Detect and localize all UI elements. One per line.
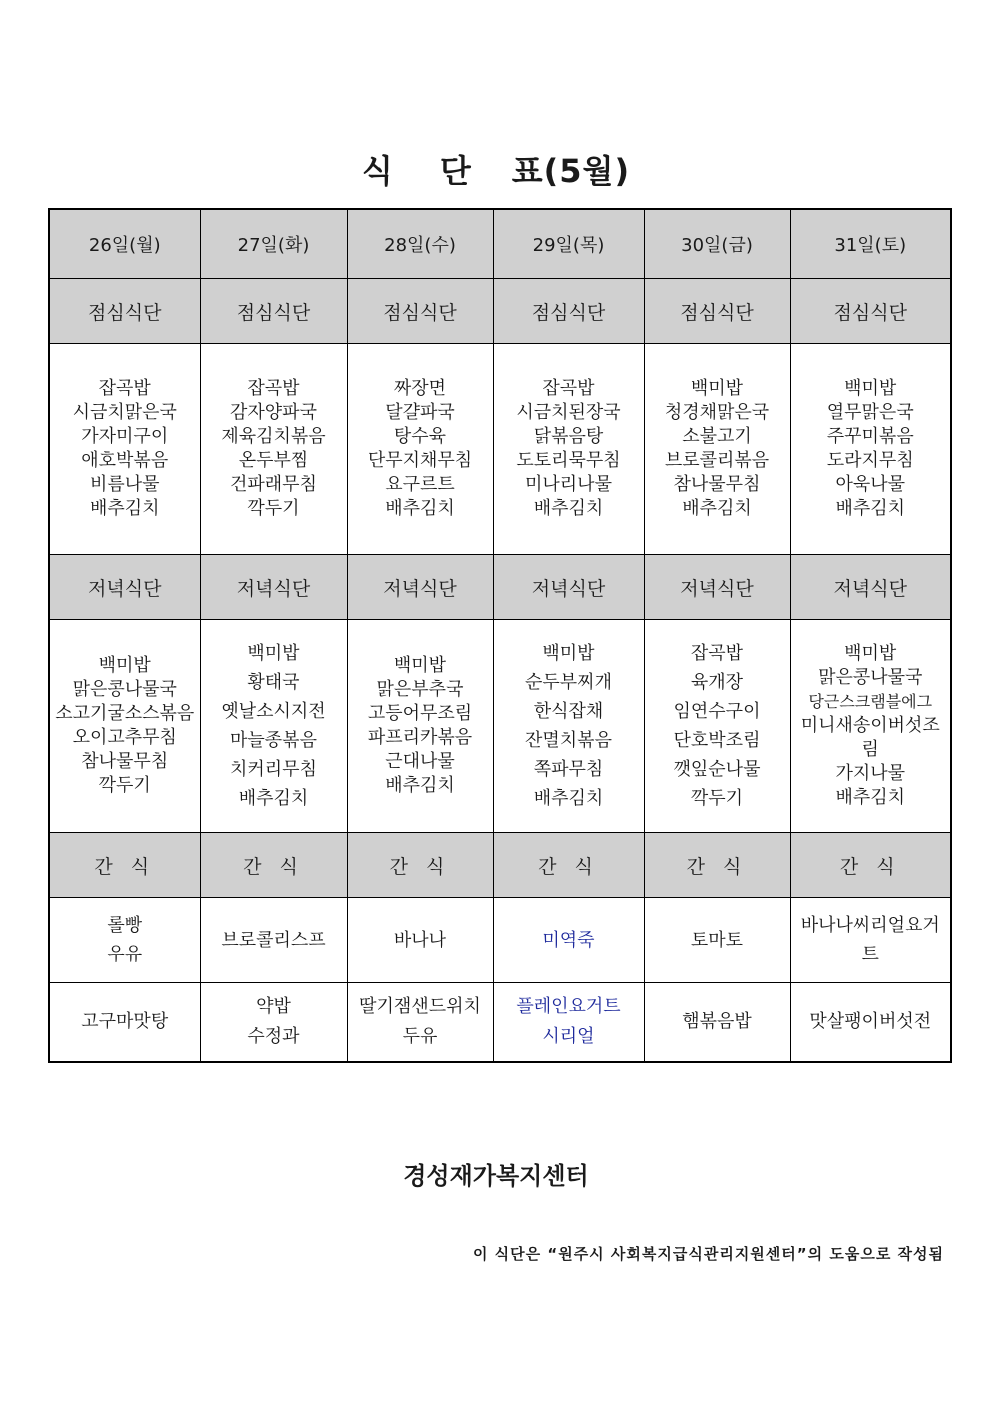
menu-item: 청경채맑은국 <box>664 402 770 423</box>
snack-cell <box>790 898 951 983</box>
menu-item: 제육김치볶음 <box>221 426 326 447</box>
menu-item: 당근스크램블에그 <box>808 692 933 711</box>
menu-item: 감자양파국 <box>230 402 317 423</box>
menu-item: 탕수육 <box>393 426 447 447</box>
day-cell: 30일(금) <box>644 209 790 279</box>
menu-item: 오이고추무침 <box>72 727 177 748</box>
menu-item: 배추김치 <box>385 498 455 519</box>
menu-item: 고등어무조림 <box>367 703 473 724</box>
menu-item: 소불고기 <box>682 426 752 447</box>
menu-item: 짜장면 <box>393 378 447 399</box>
snack-cell <box>49 898 200 983</box>
dinner-label: 저녁식단 <box>644 555 790 620</box>
menu-item: 배추김치 <box>835 787 906 808</box>
title-part-1: 식 <box>361 152 394 190</box>
dinner-menu-cell <box>347 620 493 833</box>
menu-item: 시금치맑은국 <box>72 402 177 423</box>
lunch-label: 점심식단 <box>347 279 493 344</box>
dinner-menu-row <box>49 620 951 833</box>
menu-item: 단호박조림 <box>673 730 761 751</box>
snack-item: 맛살팽이버섯전 <box>809 1011 932 1032</box>
menu-item: 온두부찜 <box>238 450 309 471</box>
snack-label: 간 식 <box>347 833 493 898</box>
menu-item: 잡곡밥 <box>542 378 595 399</box>
menu-item: 근대나물 <box>385 751 455 772</box>
snack-cell <box>200 983 347 1063</box>
day-cell: 27일(화) <box>200 209 347 279</box>
menu-table <box>48 208 952 1063</box>
lunch-menu-cell <box>493 344 644 555</box>
lunch-header-row <box>49 279 951 344</box>
menu-item: 잔멸치볶음 <box>525 730 612 751</box>
snack-label: 간 식 <box>200 833 347 898</box>
lunch-label: 점심식단 <box>200 279 347 344</box>
snack-item: 딸기잼샌드위치 <box>359 996 481 1017</box>
day-cell: 26일(월) <box>49 209 200 279</box>
day-cell: 31일(토) <box>790 209 951 279</box>
menu-item: 닭볶음탕 <box>533 426 604 447</box>
snack-item: 롤빵 <box>107 915 143 936</box>
menu-item: 참나물무침 <box>673 474 761 495</box>
lunch-menu-cell <box>347 344 493 555</box>
menu-item: 맑은콩나물국 <box>818 667 923 688</box>
menu-item: 배추김치 <box>385 775 455 796</box>
menu-item: 맑은부추국 <box>376 679 464 700</box>
menu-item: 배추김치 <box>238 788 309 809</box>
menu-item: 주꾸미볶음 <box>826 426 914 447</box>
menu-item: 배추김치 <box>533 788 604 809</box>
day-cell: 29일(목) <box>493 209 644 279</box>
snack-cell <box>200 898 347 983</box>
menu-item: 백미밥 <box>844 378 897 399</box>
menu-item: 요구르트 <box>385 474 455 495</box>
menu-item: 잡곡밥 <box>690 643 744 664</box>
dinner-menu-cell <box>493 620 644 833</box>
snack-item: 바나나 <box>393 929 447 951</box>
menu-item: 깍두기 <box>247 498 300 519</box>
menu-item: 잡곡밥 <box>98 378 151 399</box>
center-name: 경성재가복지센터 <box>403 1162 589 1190</box>
snack-item: 시리얼 <box>542 1026 595 1047</box>
menu-item: 백미밥 <box>247 643 300 664</box>
dinner-label: 저녁식단 <box>790 555 951 620</box>
menu-item: 깍두기 <box>98 775 151 796</box>
menu-item: 파프리카볶음 <box>367 727 473 748</box>
snack-cell <box>644 898 790 983</box>
menu-item: 한식잡채 <box>533 701 604 722</box>
menu-item: 달걀파국 <box>385 402 455 423</box>
credit-note: 이 식단은 “원주시 사회복지급식관리지원센터”의 도움으로 작성됨 <box>472 1245 944 1263</box>
menu-item: 가지나물 <box>835 763 906 784</box>
lunch-label: 점심식단 <box>644 279 790 344</box>
lunch-menu-cell <box>200 344 347 555</box>
snack-row-2 <box>49 983 951 1063</box>
menu-item: 아욱나물 <box>835 474 906 495</box>
snack-item: 플레인요거트 <box>516 996 621 1017</box>
menu-item: 옛날소시지전 <box>221 701 326 722</box>
menu-item: 배추김치 <box>682 498 752 519</box>
snack-cell <box>790 983 951 1063</box>
dinner-menu-cell <box>200 620 347 833</box>
lunch-label: 점심식단 <box>493 279 644 344</box>
snack-item: 약밥 <box>256 996 291 1017</box>
menu-item: 백미밥 <box>690 378 744 399</box>
menu-item: 애호박볶음 <box>81 450 169 471</box>
snack-item: 미역죽 <box>542 929 595 951</box>
snack-item: 토마토 <box>690 929 744 951</box>
menu-item: 참나물무침 <box>81 751 169 772</box>
menu-item: 육개장 <box>690 672 744 693</box>
lunch-menu-cell <box>644 344 790 555</box>
menu-item: 순두부찌개 <box>525 672 612 693</box>
lunch-label: 점심식단 <box>49 279 200 344</box>
menu-item: 백미밥 <box>844 643 897 664</box>
snack-cell <box>49 983 200 1063</box>
snack-item: 우유 <box>107 944 143 965</box>
snack-item: 브로콜리스프 <box>221 929 326 951</box>
lunch-menu-cell <box>49 344 200 555</box>
menu-item: 배추김치 <box>533 498 604 519</box>
snack-cell <box>347 983 493 1063</box>
menu-item: 소고기굴소스볶음 <box>55 703 195 724</box>
snack-item: 수정과 <box>247 1026 300 1047</box>
menu-item: 백미밥 <box>393 655 447 676</box>
menu-item: 시금치된장국 <box>516 402 621 423</box>
snack-row-1 <box>49 898 951 983</box>
menu-item: 미니새송이버섯조림 <box>800 715 940 760</box>
menu-item: 깻잎순나물 <box>673 759 761 780</box>
snack-label: 간 식 <box>644 833 790 898</box>
menu-item: 열무맑은국 <box>826 402 914 423</box>
menu-item: 도토리묵무침 <box>516 450 621 471</box>
lunch-menu-row <box>49 344 951 555</box>
menu-item: 임연수구이 <box>673 701 761 722</box>
snack-cell <box>644 983 790 1063</box>
dinner-menu-cell <box>49 620 200 833</box>
menu-item: 백미밥 <box>98 655 151 676</box>
menu-item: 건파래무침 <box>230 474 317 495</box>
title-part-3: 표(5월) <box>511 152 631 190</box>
lunch-menu-cell <box>790 344 951 555</box>
menu-item: 마늘종볶음 <box>230 730 317 751</box>
dinner-menu-cell <box>790 620 951 833</box>
menu-item: 백미밥 <box>542 643 595 664</box>
dinner-label: 저녁식단 <box>493 555 644 620</box>
menu-item: 치커리무침 <box>230 759 317 780</box>
snack-item: 햄볶음밥 <box>682 1011 752 1032</box>
title-part-2: 단 <box>439 152 472 190</box>
dinner-menu-cell <box>644 620 790 833</box>
menu-item: 깍두기 <box>690 788 744 809</box>
menu-item: 황태국 <box>247 672 300 693</box>
menu-item: 비름나물 <box>89 474 160 495</box>
menu-item: 가자미구이 <box>81 426 169 447</box>
menu-item: 미나리나물 <box>525 474 612 495</box>
menu-item: 배추김치 <box>89 498 160 519</box>
day-header-row <box>49 209 951 279</box>
snack-header-row <box>49 833 951 898</box>
dinner-label: 저녁식단 <box>347 555 493 620</box>
menu-item: 배추김치 <box>835 498 906 519</box>
menu-item: 브로콜리볶음 <box>664 450 770 471</box>
menu-item: 도라지무침 <box>826 450 914 471</box>
snack-cell <box>347 898 493 983</box>
dinner-label: 저녁식단 <box>49 555 200 620</box>
snack-cell <box>493 898 644 983</box>
lunch-label: 점심식단 <box>790 279 951 344</box>
snack-item: 바나나씨리얼요거트 <box>800 915 940 965</box>
snack-label: 간 식 <box>493 833 644 898</box>
snack-item: 고구마맛탕 <box>81 1011 169 1032</box>
snack-label: 간 식 <box>790 833 951 898</box>
page-title <box>0 146 992 192</box>
day-cell: 28일(수) <box>347 209 493 279</box>
menu-item: 쪽파무침 <box>533 759 604 780</box>
snack-item: 두유 <box>402 1026 438 1047</box>
menu-item: 잡곡밥 <box>247 378 300 399</box>
dinner-label: 저녁식단 <box>200 555 347 620</box>
snack-label: 간 식 <box>49 833 200 898</box>
dinner-header-row <box>49 555 951 620</box>
snack-cell <box>493 983 644 1063</box>
menu-item: 단무지채무침 <box>367 450 473 471</box>
menu-item: 맑은콩나물국 <box>72 679 177 700</box>
